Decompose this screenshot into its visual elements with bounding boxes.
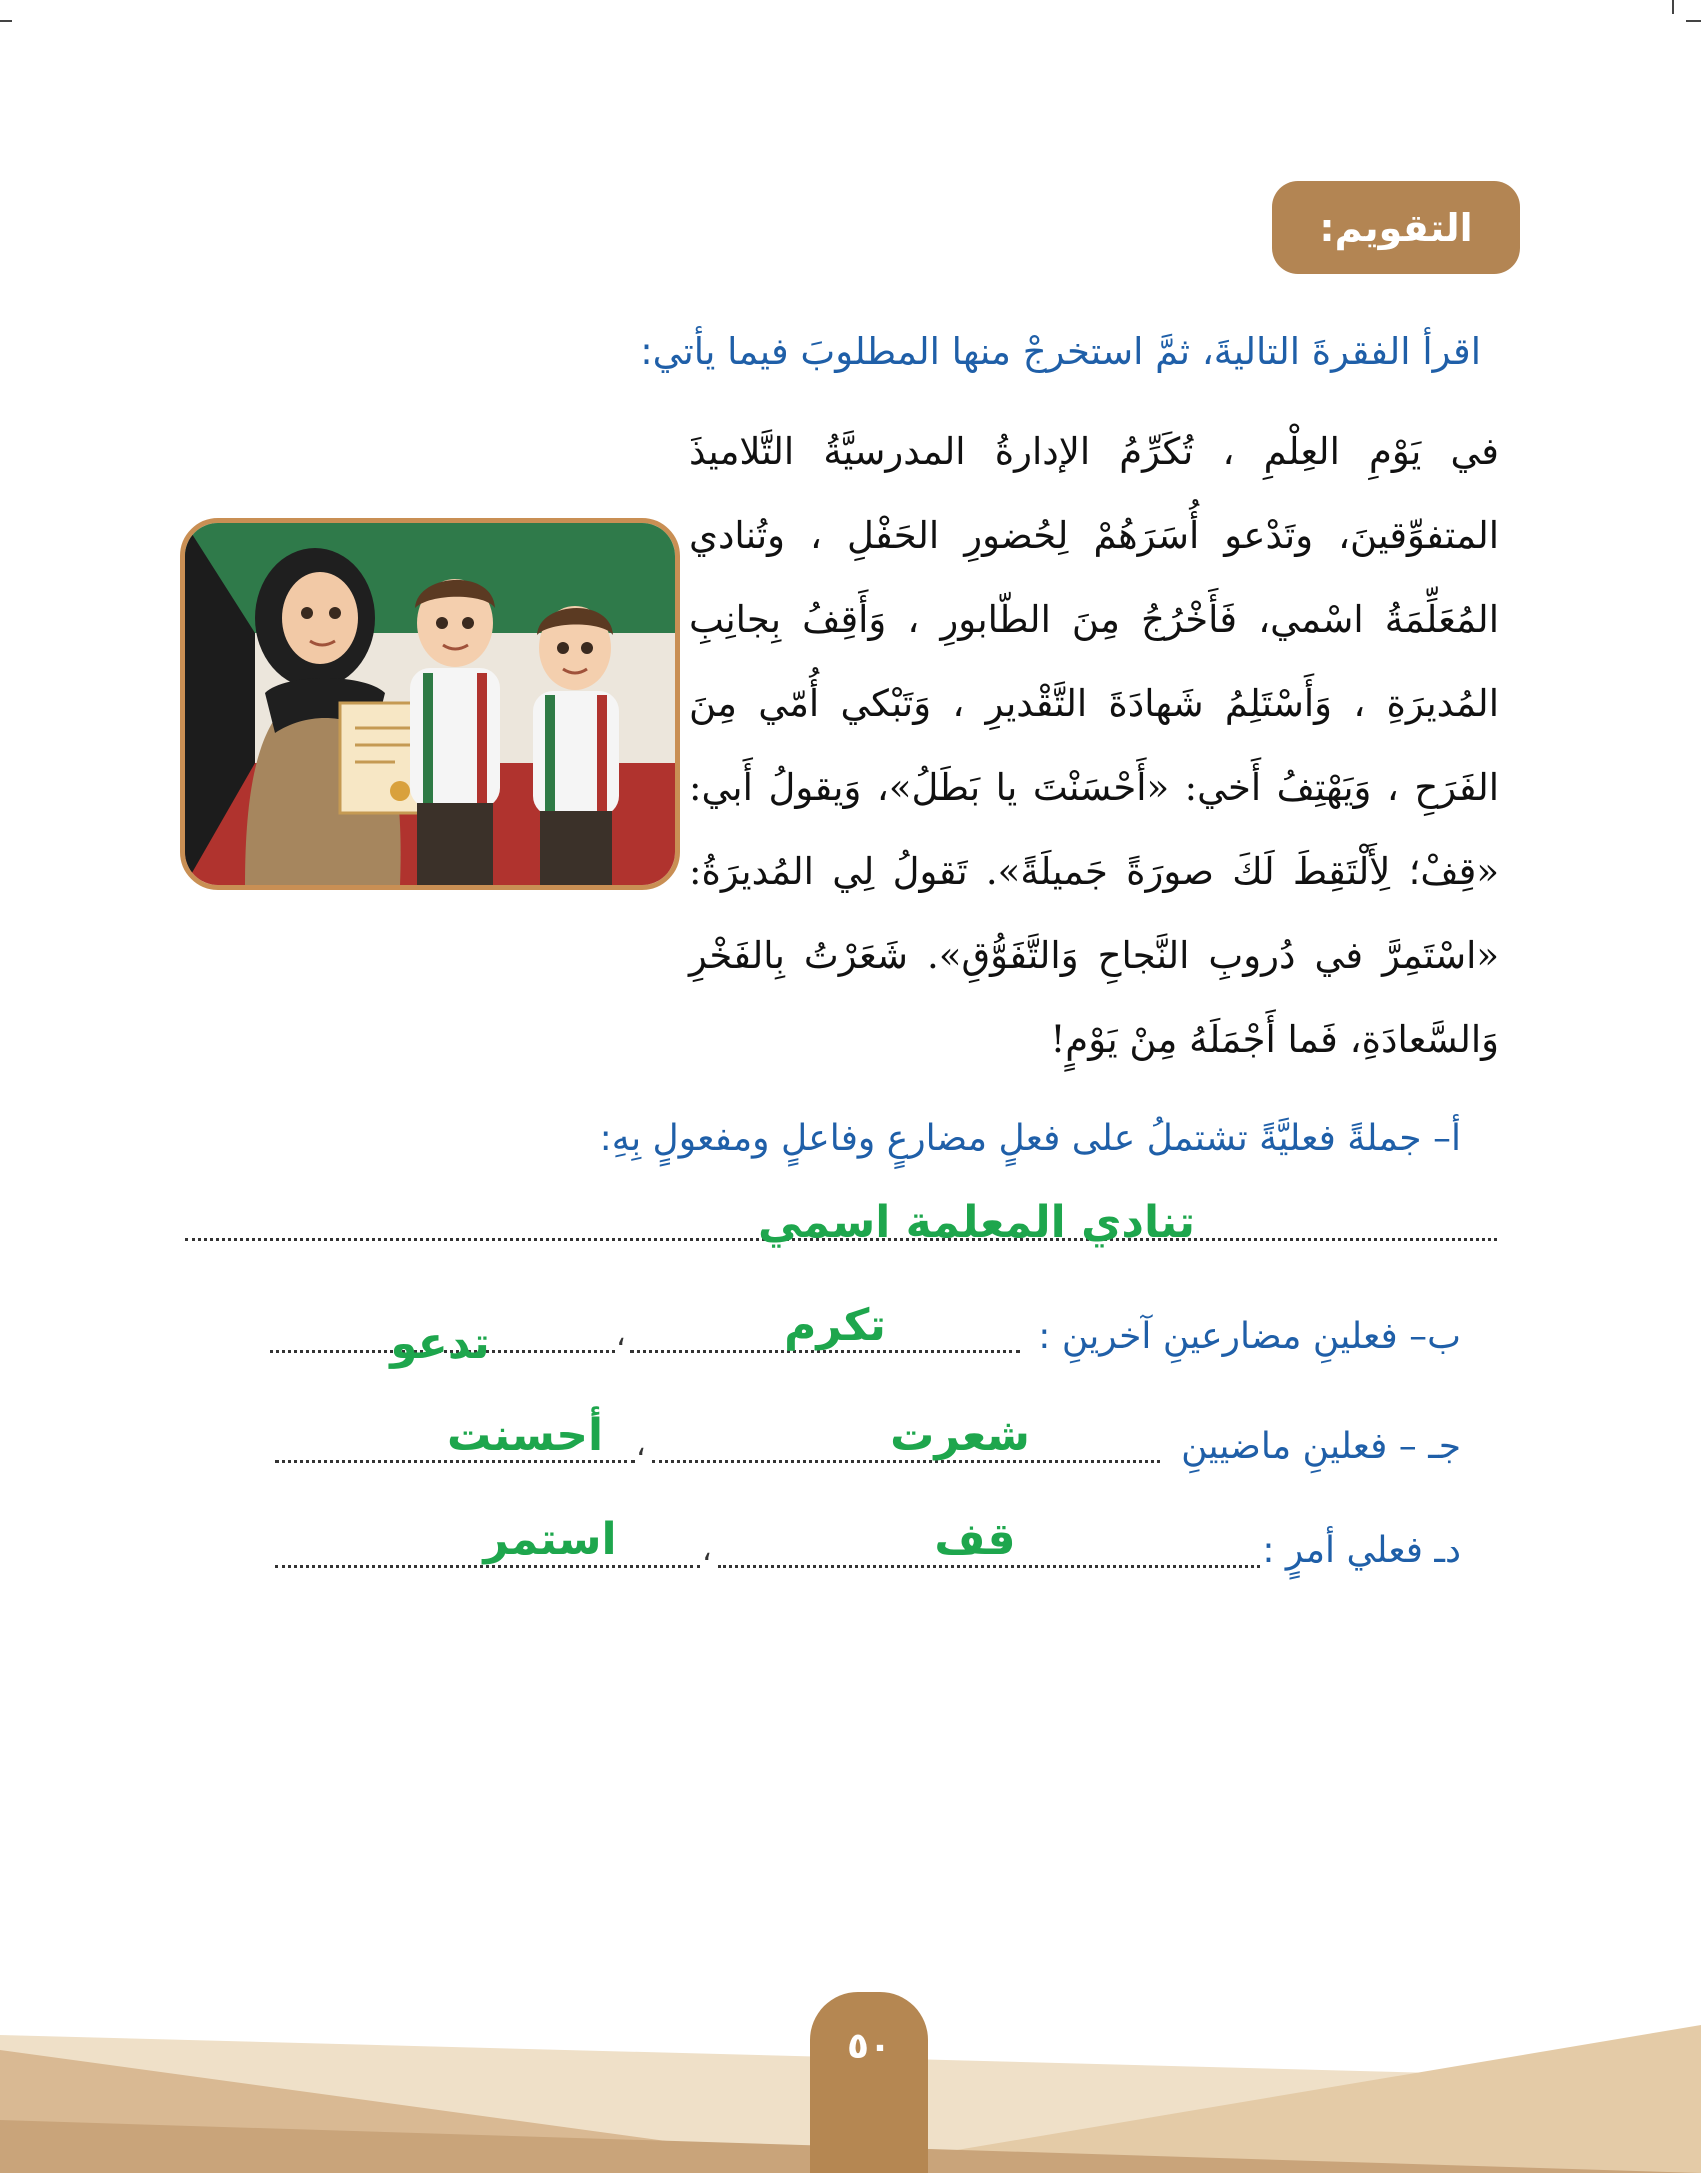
question-a-label: أ– جملةً فعليَّةً تشتملُ على فعلٍ مضارعٍ وفاعلٍ ومفعولٍ بِهِ: (599, 1118, 1461, 1159)
question-b-answer-1: تكرم (784, 1300, 886, 1351)
question-a-answer: تنادي المعلمة اسمي (758, 1197, 1195, 1248)
crop-mark (0, 20, 12, 22)
question-d-answer-line-1 (718, 1565, 1260, 1568)
question-d-answer-2: استمر (483, 1514, 617, 1565)
separator: ، (616, 1318, 626, 1353)
question-d-label: دـ فعلي أمرٍ : (1262, 1530, 1461, 1571)
separator: ، (702, 1533, 712, 1568)
question-d-answer-1: قف (934, 1514, 1016, 1565)
page-number-tab (810, 1992, 928, 2173)
question-c-label: جـ – فعلينِ ماضيينِ (1181, 1426, 1461, 1467)
section-title: التقويم: (1272, 181, 1520, 274)
question-c-answer-2: أحسنت (446, 1410, 604, 1461)
story-paragraph: في يَوْمِ العِلْمِ ، تُكَرِّمُ الإدارةُ المدرسيَّةُ التَّلاميذَ المتفوِّقينَ، وتَدْعو أُسَرَهُمْ لِحُضورِ الحَفْلِ ، وتُنادي المُعَلِّمَةُ اسْمي، فَأَخْرُجُ مِنَ الطّابورِ ، وَأَقِفُ بِجانِبِ المُديرَةِ ، وَأَسْتَلِمُ شَهادَةَ التَّقْديرِ ، وَتَبْكي أُمّي مِنَ الفَرَحِ ، وَيَهْتِفُ أَخي: «أَحْسَنْتَ يا بَطَلُ»، وَيقولُ أَبي: «قِفْ؛ لِأَلْتَقِطَ لَكَ صورَةً جَميلَةً». تَقولُ لِي المُديرَةُ: «اسْتَمِرَّ في دُروبِ النَّجاحِ وَالتَّفَوُّقِ». شَعَرْتُ بِالفَخْرِ وَالسَّعادَةِ، فَما أَجْمَلَهُ مِنْ يَوْمٍ! (689, 430, 1499, 1061)
separator: ، (636, 1428, 646, 1463)
question-b-label: ب– فعلينِ مضارعينِ آخرينِ : (1038, 1316, 1461, 1357)
page-number: ٥٠ (847, 2026, 891, 2067)
question-b-answer-2: تدعو (390, 1318, 490, 1369)
ceremony-scene (185, 523, 675, 885)
crop-mark (1686, 20, 1701, 22)
crop-mark (1672, 0, 1674, 14)
question-c-answer-1: شعرت (890, 1410, 1030, 1461)
question-d-answer-line-2 (275, 1565, 700, 1568)
ceremony-illustration (180, 518, 680, 890)
instruction-text: اقرأ الفقرةَ التاليةَ، ثمَّ استخرجْ منها المطلوبَ فيما يأتي: (640, 330, 1481, 373)
